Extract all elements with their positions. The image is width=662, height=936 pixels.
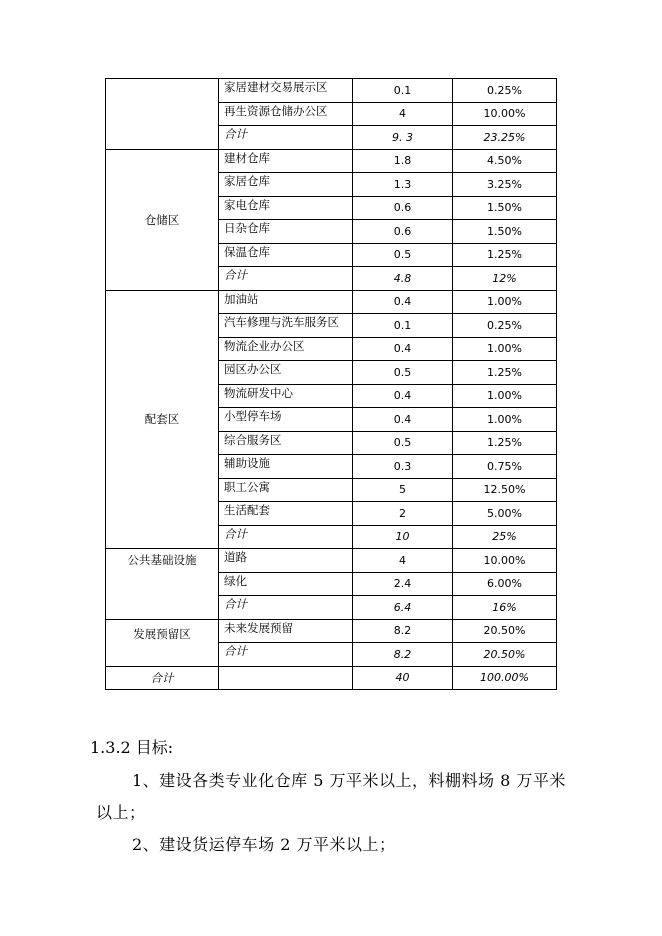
pct-cell: 1.00% (453, 408, 557, 432)
item-cell: 辅助设施 (219, 455, 353, 479)
pct-cell: 20.50% (453, 619, 557, 643)
pct-cell: 1.00% (453, 384, 557, 408)
area-cell: 0.4 (353, 290, 453, 314)
item-cell: 园区办公区 (219, 361, 353, 385)
pct-cell: 6.00% (453, 572, 557, 596)
pct-cell: 0.75% (453, 455, 557, 479)
subtotal-label: 合计 (219, 126, 353, 150)
area-cell: 1.3 (353, 173, 453, 197)
area-cell: 8.2 (353, 619, 453, 643)
subtotal-label: 合计 (219, 525, 353, 549)
item-cell: 物流企业办公区 (219, 337, 353, 361)
area-cell: 2.4 (353, 572, 453, 596)
area-cell: 8.2 (353, 643, 453, 667)
area-cell: 0.6 (353, 220, 453, 244)
zone-storage: 仓储区 (106, 149, 219, 290)
item-cell: 物流研发中心 (219, 384, 353, 408)
area-cell: 5 (353, 478, 453, 502)
item-cell: 生活配套 (219, 502, 353, 526)
pct-cell: 1.25% (453, 243, 557, 267)
area-cell: 0.5 (353, 243, 453, 267)
grand-total-pct: 100.00% (453, 666, 557, 690)
area-cell: 2 (353, 502, 453, 526)
area-cell: 0.6 (353, 196, 453, 220)
area-cell: 4.8 (353, 267, 453, 291)
area-cell: 0.4 (353, 408, 453, 432)
subtotal-label: 合计 (219, 643, 353, 667)
item-cell: 综合服务区 (219, 431, 353, 455)
table-row (106, 79, 557, 103)
pct-cell: 10.00% (453, 549, 557, 573)
area-cell: 0.4 (353, 384, 453, 408)
pct-cell: 0.25% (453, 79, 557, 103)
pct-cell: 16% (453, 596, 557, 620)
table-row (106, 549, 557, 573)
item-cell: 未来发展预留 (219, 619, 353, 643)
grand-total-row (106, 666, 557, 690)
pct-cell: 1.00% (453, 337, 557, 361)
section-heading: 1.3.2 目标: (90, 738, 174, 757)
pct-cell: 0.25% (453, 314, 557, 338)
subtotal-label: 合计 (219, 267, 353, 291)
area-cell: 0.5 (353, 431, 453, 455)
area-cell: 6.4 (353, 596, 453, 620)
pct-cell: 12% (453, 267, 557, 291)
area-cell: 10 (353, 525, 453, 549)
item-cell: 保温仓库 (219, 243, 353, 267)
zone-cell (106, 79, 219, 150)
table-row (106, 290, 557, 314)
area-cell: 0.1 (353, 79, 453, 103)
pct-cell: 25% (453, 525, 557, 549)
zone-support: 配套区 (106, 290, 219, 549)
pct-cell: 1.00% (453, 290, 557, 314)
item-cell: 汽车修理与洗车服务区 (219, 314, 353, 338)
table-row (106, 149, 557, 173)
area-cell: 4 (353, 549, 453, 573)
area-cell: 1.8 (353, 149, 453, 173)
area-cell: 4 (353, 102, 453, 126)
grand-total-label: 合计 (106, 666, 219, 690)
pct-cell: 5.00% (453, 502, 557, 526)
area-cell: 0.3 (353, 455, 453, 479)
pct-cell: 1.50% (453, 196, 557, 220)
pct-cell: 1.25% (453, 361, 557, 385)
item-cell: 日杂仓库 (219, 220, 353, 244)
area-cell: 0.4 (353, 337, 453, 361)
pct-cell: 10.00% (453, 102, 557, 126)
pct-cell: 1.25% (453, 431, 557, 455)
grand-total-area: 40 (353, 666, 453, 690)
zone-development-reserve: 发展预留区 (106, 619, 219, 666)
zone-public-infrastructure: 公共基础设施 (106, 549, 219, 620)
area-cell: 0.5 (353, 361, 453, 385)
item-cell: 建材仓库 (219, 149, 353, 173)
area-cell: 0.1 (353, 314, 453, 338)
pct-cell: 23.25% (453, 126, 557, 150)
pct-cell: 12.50% (453, 478, 557, 502)
goal-paragraph-1: 1、建设各类专业化仓库 5 万平米以上，料棚料场 8 万平米以上； (96, 771, 566, 822)
pct-cell: 20.50% (453, 643, 557, 667)
pct-cell: 3.25% (453, 173, 557, 197)
empty-cell (219, 666, 353, 690)
item-cell: 加油站 (219, 290, 353, 314)
pct-cell: 1.50% (453, 220, 557, 244)
land-use-table (105, 78, 557, 690)
goal-paragraph-2: 2、建设货运停车场 2 万平米以上； (132, 835, 396, 854)
item-cell: 家居建材交易展示区 (219, 79, 353, 103)
subtotal-label: 合计 (219, 596, 353, 620)
table-row (106, 619, 557, 643)
pct-cell: 4.50% (453, 149, 557, 173)
item-cell: 职工公寓 (219, 478, 353, 502)
area-cell: 9. 3 (353, 126, 453, 150)
item-cell: 家电仓库 (219, 196, 353, 220)
item-cell: 再生资源仓储办公区 (219, 102, 353, 126)
item-cell: 小型停车场 (219, 408, 353, 432)
item-cell: 家居仓库 (219, 173, 353, 197)
item-cell: 绿化 (219, 572, 353, 596)
item-cell: 道路 (219, 549, 353, 573)
